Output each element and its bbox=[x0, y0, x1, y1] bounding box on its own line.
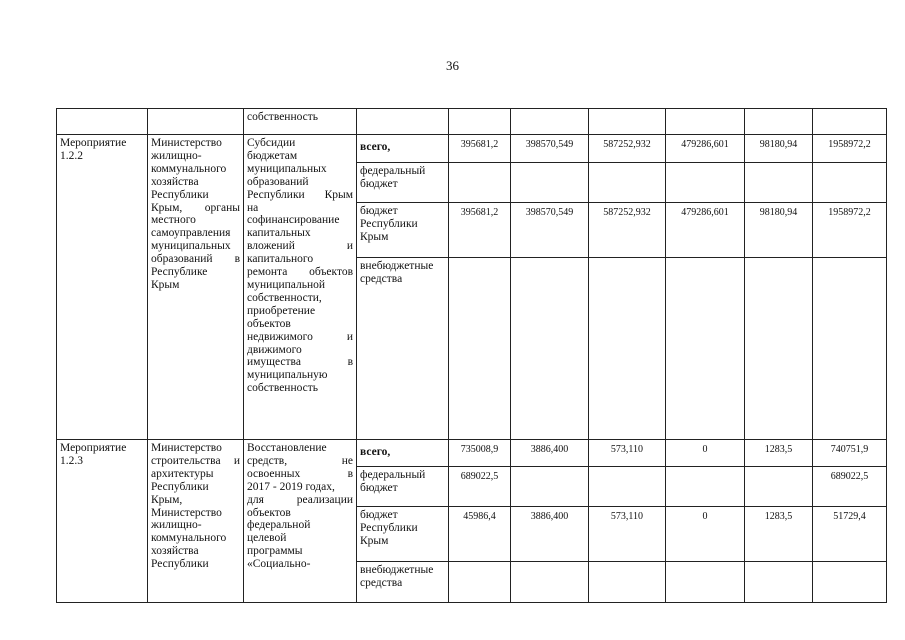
description-line-word: объектов bbox=[309, 266, 353, 279]
value-cell: 51729,4 bbox=[813, 507, 887, 562]
value-cell bbox=[666, 163, 745, 203]
executor-line: Крым bbox=[151, 278, 180, 291]
value-cell bbox=[589, 562, 666, 603]
description-line-justified bbox=[247, 494, 353, 507]
description-line-justified bbox=[247, 331, 353, 344]
executor-line-word: и bbox=[233, 454, 240, 467]
funding-source-cell: федеральный бюджет bbox=[357, 467, 449, 507]
description-line-word: для bbox=[247, 493, 264, 506]
value-cell: 735008,9 bbox=[449, 440, 511, 467]
value-cell bbox=[745, 467, 813, 507]
value-cell bbox=[745, 163, 813, 203]
executor-line: Министерство bbox=[151, 506, 222, 519]
description-line: муниципальных bbox=[247, 162, 327, 175]
value-cell: 479286,601 bbox=[666, 203, 745, 258]
description-line-word: в bbox=[347, 467, 353, 480]
value-cell: 573,110 bbox=[589, 440, 666, 467]
value-cell bbox=[813, 258, 887, 440]
description-line-word: в bbox=[347, 356, 353, 369]
description-line: собственность bbox=[247, 382, 319, 395]
value-cell bbox=[666, 258, 745, 440]
value-cell: 479286,601 bbox=[666, 135, 745, 163]
executor-line: Республики bbox=[151, 188, 209, 201]
description-line: Субсидии bbox=[247, 137, 296, 149]
activity-name-line: 1.2.2 bbox=[60, 149, 83, 162]
value-cell bbox=[449, 562, 511, 603]
funding-source-cell: бюджет Республики Крым bbox=[357, 507, 449, 562]
value-cell: 1958972,2 bbox=[813, 203, 887, 258]
description-line: 2017 - 2019 годах, bbox=[247, 480, 335, 493]
value-cell bbox=[666, 467, 745, 507]
value-cell bbox=[589, 163, 666, 203]
description-line: муниципальную bbox=[247, 369, 328, 382]
funding-source-cell: бюджет Республики Крым bbox=[357, 203, 449, 258]
executor-line: Республики bbox=[151, 480, 209, 493]
executor-line: жилищно- bbox=[151, 519, 202, 532]
executor-line-justified bbox=[151, 240, 240, 253]
executor-line: Республике bbox=[151, 266, 208, 279]
table-row bbox=[57, 109, 887, 135]
funding-source-cell: федеральный бюджет bbox=[357, 163, 449, 203]
value-cell: 1958972,2 bbox=[813, 135, 887, 163]
executor-line-justified bbox=[151, 455, 240, 468]
description-line: целевой bbox=[247, 532, 287, 545]
value-cell: 3886,400 bbox=[511, 440, 589, 467]
value-cell bbox=[813, 163, 887, 203]
description-line: бюджетам bbox=[247, 149, 298, 162]
activity-section-1-2-2 bbox=[57, 135, 887, 440]
executor-line: Крым, bbox=[151, 493, 183, 506]
activity-name-line: 1.2.3 bbox=[60, 454, 83, 467]
description-line-justified bbox=[247, 455, 353, 468]
description-line: объектов bbox=[247, 506, 291, 519]
executor-line: архитектуры bbox=[151, 467, 214, 480]
executor-line: Республики bbox=[151, 558, 209, 571]
value-cell: 1283,5 bbox=[745, 507, 813, 562]
description-line: федеральной bbox=[247, 519, 311, 532]
executor-cell bbox=[148, 440, 244, 603]
description-line-word: имущества bbox=[247, 356, 301, 369]
value-cell: 395681,2 bbox=[449, 135, 511, 163]
funding-source-cell: всего, bbox=[357, 440, 449, 467]
description-line-word: освоенных bbox=[247, 467, 301, 480]
description-line: капитального bbox=[247, 253, 314, 266]
table-row bbox=[57, 135, 887, 163]
description-line: «Социально- bbox=[247, 558, 311, 571]
executor-cell bbox=[148, 135, 244, 440]
description-line-word: ремонта bbox=[247, 266, 288, 279]
executor-line: Министерство bbox=[151, 442, 222, 454]
executor-line-justified bbox=[151, 202, 240, 215]
description-line-word: и bbox=[346, 330, 353, 343]
description-line: софинансирование bbox=[247, 214, 340, 227]
description-line-word: Республики bbox=[247, 188, 305, 201]
description-line: муниципальной bbox=[247, 278, 326, 291]
value-cell bbox=[511, 258, 589, 440]
executor-line-justified bbox=[151, 253, 240, 266]
value-cell bbox=[511, 163, 589, 203]
value-cell: 395681,2 bbox=[449, 203, 511, 258]
value-cell: 398570,549 bbox=[511, 203, 589, 258]
executor-line: хозяйства bbox=[151, 545, 199, 558]
description-line: на bbox=[247, 201, 259, 214]
value-cell: 398570,549 bbox=[511, 135, 589, 163]
value-cell: 587252,932 bbox=[589, 203, 666, 258]
value-cell bbox=[666, 562, 745, 603]
executor-line: хозяйства bbox=[151, 175, 199, 188]
value-cell bbox=[511, 467, 589, 507]
description-cell bbox=[244, 135, 357, 440]
value-cell: 740751,9 bbox=[813, 440, 887, 467]
description-line-justified bbox=[247, 189, 353, 202]
value-cell: 587252,932 bbox=[589, 135, 666, 163]
value-cell bbox=[511, 562, 589, 603]
value-cell bbox=[449, 163, 511, 203]
activity-name-line: Мероприятие bbox=[60, 137, 127, 149]
value-cell: 0 bbox=[666, 507, 745, 562]
funding-source-cell: внебюджетные средства bbox=[357, 562, 449, 603]
executor-line: жилищно- bbox=[151, 149, 202, 162]
value-cell bbox=[589, 258, 666, 440]
activity-name-cell bbox=[57, 440, 148, 603]
executor-line-word: строительства bbox=[151, 454, 221, 467]
program-table bbox=[56, 108, 887, 603]
table-row bbox=[57, 440, 887, 467]
description-line-word: средств, bbox=[247, 454, 288, 467]
value-cell: 98180,94 bbox=[745, 135, 813, 163]
description-line: движимого bbox=[247, 343, 302, 356]
activity-name-line: Мероприятие bbox=[60, 442, 127, 454]
executor-line-word: самоуправления bbox=[151, 227, 231, 240]
executor-line-word: муниципальных bbox=[151, 240, 231, 253]
funding-source-cell: внебюджетные средства bbox=[357, 258, 449, 440]
activity-section-1-2-3 bbox=[57, 440, 887, 603]
description-line-word: не bbox=[341, 454, 353, 467]
page-number: 36 bbox=[446, 58, 459, 73]
description-line: Восстановление bbox=[247, 442, 327, 454]
description-line: объектов bbox=[247, 317, 291, 330]
description-line-word: и bbox=[346, 240, 353, 253]
value-cell: 3886,400 bbox=[511, 507, 589, 562]
continued-description-cell: собственность bbox=[244, 109, 357, 135]
activity-name-cell bbox=[57, 135, 148, 440]
executor-line-word: образований bbox=[151, 253, 213, 266]
description-line: приобретение bbox=[247, 304, 316, 317]
executor-line: коммунального bbox=[151, 162, 227, 175]
description-line: собственности, bbox=[247, 291, 322, 304]
executor-line: коммунального bbox=[151, 532, 227, 545]
description-line: образований bbox=[247, 175, 309, 188]
executor-line: местного bbox=[151, 214, 196, 227]
description-line: программы bbox=[247, 545, 303, 558]
value-cell: 689022,5 bbox=[813, 467, 887, 507]
value-cell bbox=[745, 562, 813, 603]
value-cell bbox=[813, 562, 887, 603]
description-line-word: реализации bbox=[296, 493, 353, 506]
value-cell bbox=[449, 258, 511, 440]
executor-line-word: органы bbox=[204, 201, 240, 214]
value-cell bbox=[589, 467, 666, 507]
value-cell: 0 bbox=[666, 440, 745, 467]
value-cell: 1283,5 bbox=[745, 440, 813, 467]
description-line: капитальных bbox=[247, 227, 311, 240]
value-cell: 45986,4 bbox=[449, 507, 511, 562]
executor-line-justified bbox=[151, 227, 240, 240]
description-line-word: Крым bbox=[324, 188, 353, 201]
value-cell: 573,110 bbox=[589, 507, 666, 562]
value-cell bbox=[745, 258, 813, 440]
description-line-justified bbox=[247, 240, 353, 253]
value-cell: 98180,94 bbox=[745, 203, 813, 258]
description-cell bbox=[244, 440, 357, 603]
funding-source-cell: всего, bbox=[357, 135, 449, 163]
description-line-word: недвижимого bbox=[247, 330, 313, 343]
executor-line-word: в bbox=[234, 253, 240, 266]
executor-line-word: Крым, bbox=[151, 201, 183, 214]
value-cell: 689022,5 bbox=[449, 467, 511, 507]
description-line-justified bbox=[247, 468, 353, 481]
description-line-justified bbox=[247, 266, 353, 279]
executor-line: Министерство bbox=[151, 137, 222, 149]
description-line-justified bbox=[247, 356, 353, 369]
description-line-word: вложений bbox=[247, 240, 295, 253]
